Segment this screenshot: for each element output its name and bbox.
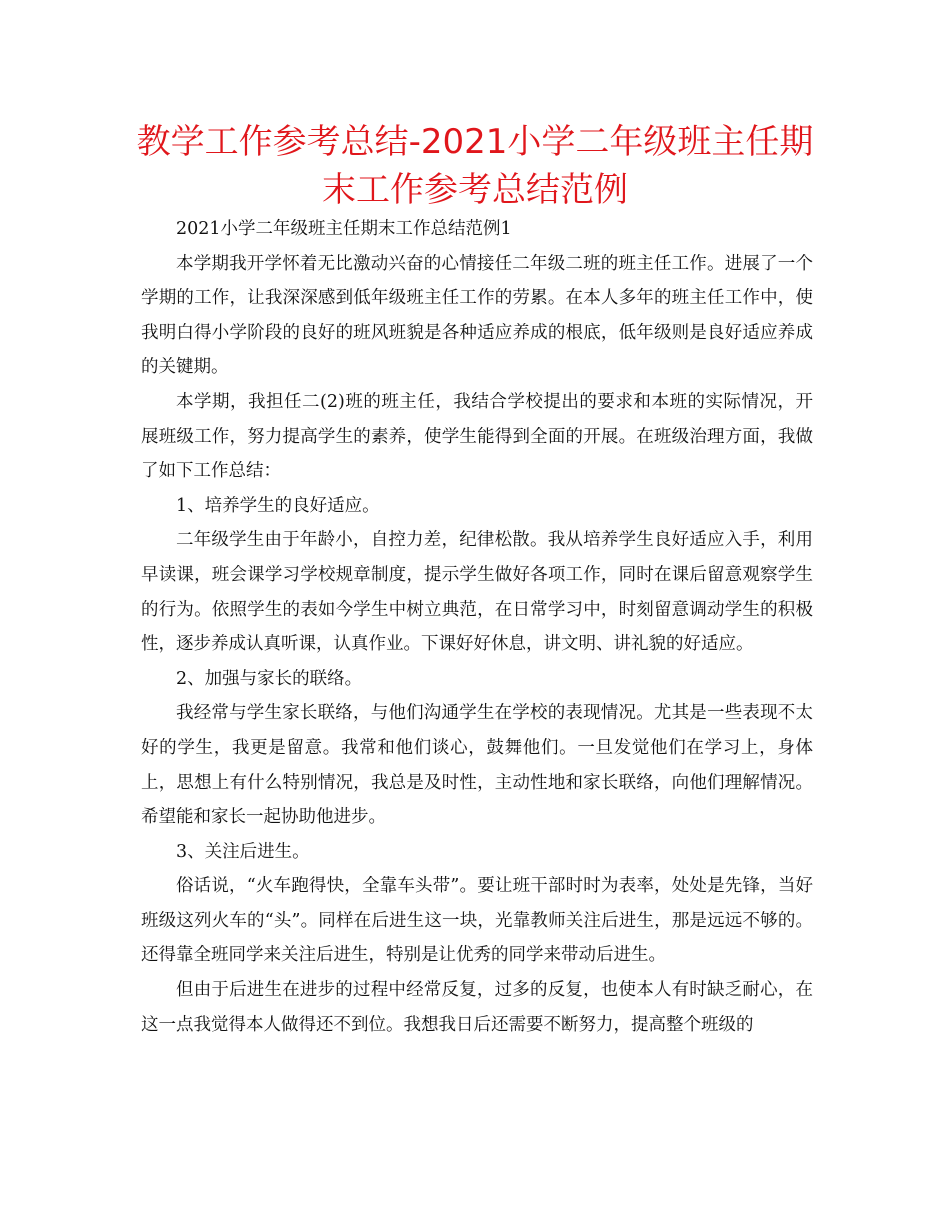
- paragraph: 但由于后进生在进步的过程中经常反复，过多的反复，也使本人有时缺乏耐心，在这一点我觉得本人做得还不到位。我想我日后还需要不断努力，提高整个班级的: [141, 980, 813, 1035]
- paragraph: 本学期我开学怀着无比激动兴奋的心情接任二年级二班的班主任工作。进展了一个学期的工作，让我深深感到低年级班主任工作的劳累。在本人多年的班主任工作中，使我明白得小学阶段的良好的班风班貌是各种适应养成的根底，低年级则是良好适应养成的关键期。: [141, 253, 813, 378]
- paragraph: 俗话说，“火车跑得快，全靠车头带”。要让班干部时时为表率，处处是先锋，当好班级这列火车的“头”。同样在后进生这一块，光靠教师关注后进生，那是远远不够的。还得靠全班同学来关注后进生，特别是让优秀的同学来带动后进生。: [141, 876, 813, 966]
- document-title: 教学工作参考总结-2021小学二年级班主任期末工作参考总结范例: [136, 122, 814, 210]
- document-body: [141, 212, 813, 1042]
- paragraph-heading: 2021小学二年级班主任期末工作总结范例1: [176, 219, 512, 239]
- section-heading: 2、加强与家长的联络。: [176, 668, 363, 689]
- section-heading: 1、培养学生的良好适应。: [176, 495, 380, 516]
- section-heading: 3、关注后进生。: [176, 841, 310, 862]
- paragraph: 二年级学生由于年龄小，自控力差，纪律松散。我从培养学生良好适应入手，利用早读课，班会课学习学校规章制度，提示学生做好各项工作，同时在课后留意观察学生的行为。依照学生的表如今学生中树立典范，在日常学习中，时刻留意调动学生的积极性，逐步养成认真听课，认真作业。下课好好休息，讲文明、讲礼貌的好适应。: [141, 530, 813, 655]
- paragraph: 我经常与学生家长联络，与他们沟通学生在学校的表现情况。尤其是一些表现不太好的学生，我更是留意。我常和他们谈心，鼓舞他们。一旦发觉他们在学习上，身体上，思想上有什么特别情况，我总是及时性，主动性地和家长联络，向他们理解情况。希望能和家长一起协助他进步。: [141, 703, 813, 828]
- paragraph: 本学期，我担任二(2)班的班主任，我结合学校提出的要求和本班的实际情况，开展班级工作，努力提高学生的素养，使学生能得到全面的开展。在班级治理方面，我做了如下工作总结：: [141, 391, 813, 482]
